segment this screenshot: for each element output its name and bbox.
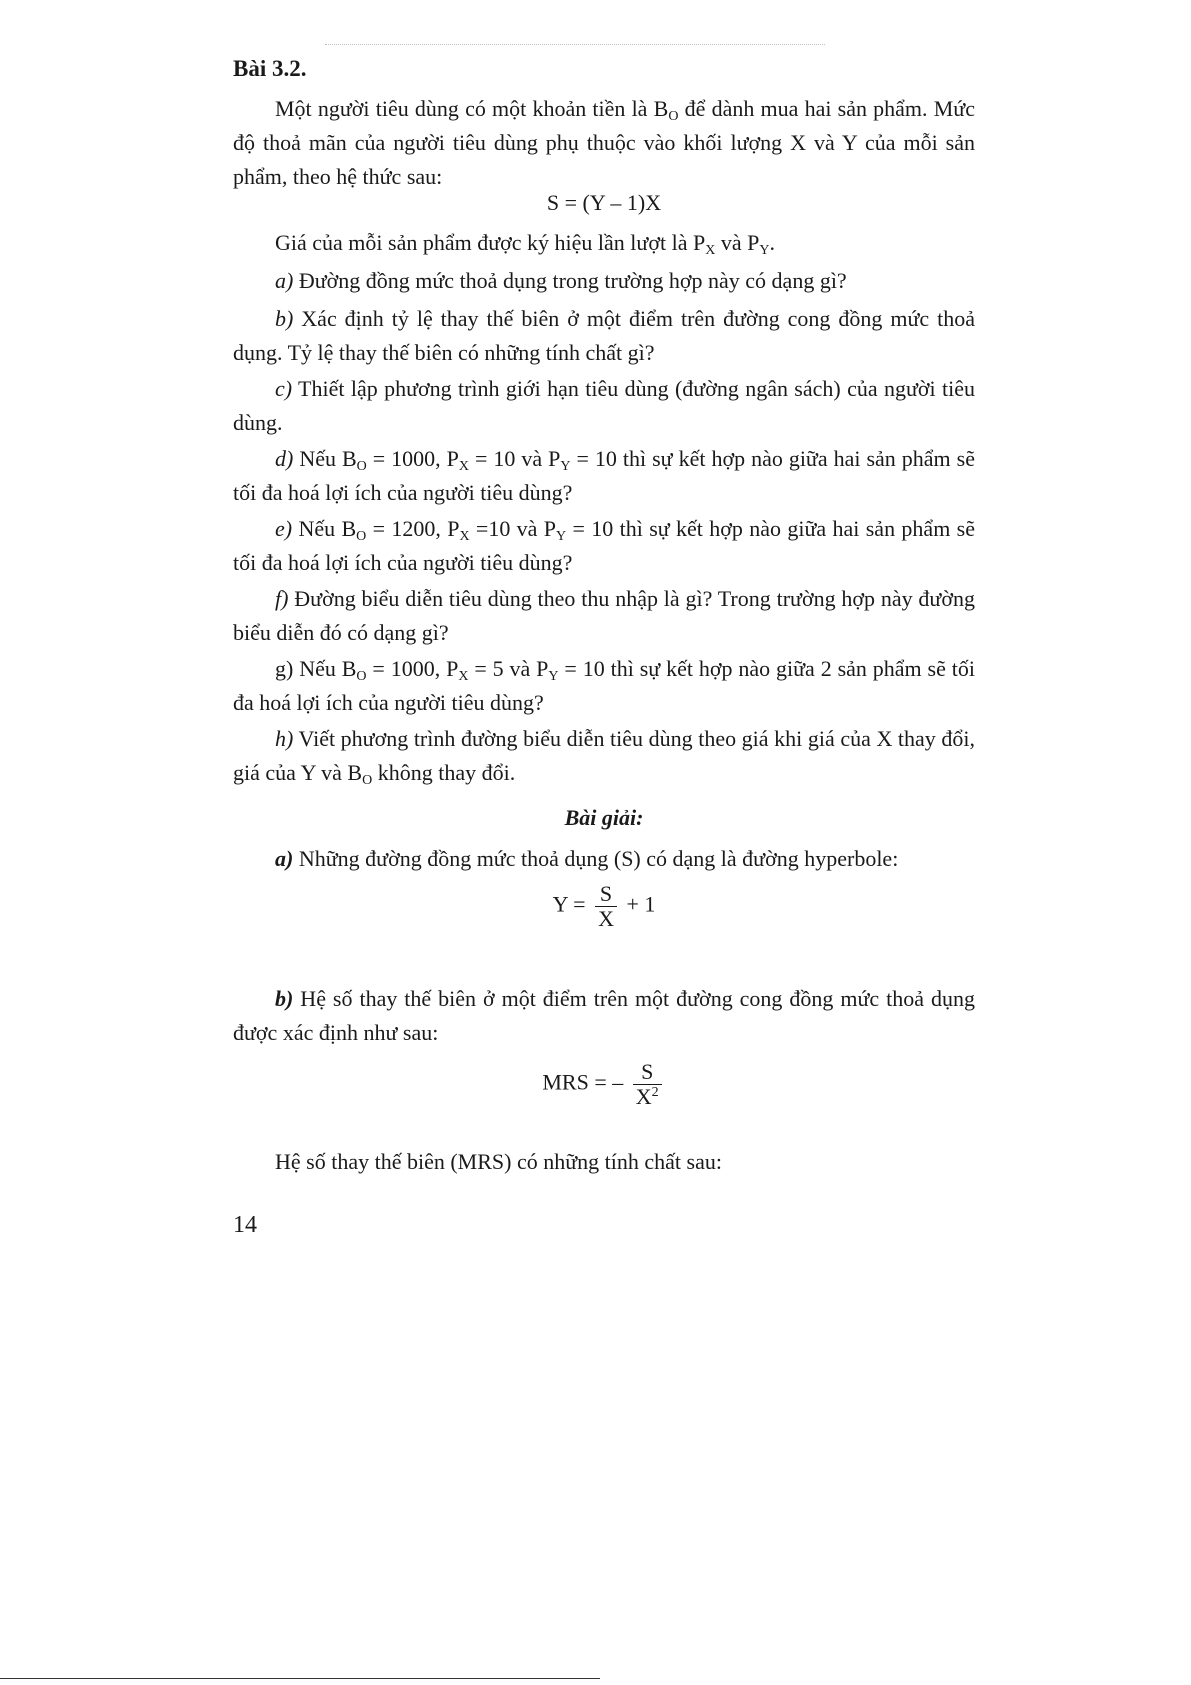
question-b: b) Xác định tỷ lệ thay thế biên ở một điểm trên đường cong đồng mức thoả dụng. Tỷ lệ thay thế biên có những tính chất gì?	[233, 306, 975, 365]
solution-b: b) Hệ số thay thế biên ở một điểm trên một đường cong đồng mức thoả dụng được xác định như sau:	[233, 986, 975, 1045]
page-number: 14	[233, 1212, 257, 1238]
bottom-edge-line	[0, 1678, 600, 1679]
mrs-equation: MRS = – $\frac{S}{X^2}$	[233, 1060, 975, 1109]
exercise-title: Bài 3.2.	[233, 56, 307, 81]
question-d: d) Nếu $B_O = 1000$, $P_X = 10$ và $P_Y = 10$ thì sự kết hợp nào giữa hai sản phẩm sẽ tối đa hoá lợi ích của người tiêu dùng?	[233, 446, 975, 505]
solution-heading: Bài giải:	[564, 805, 644, 830]
intro-paragraph: Một người tiêu dùng có một khoản tiền là $B_O$ để dành mua hai sản phẩm. Mức độ thoả mãn của người tiêu dùng phụ thuộc vào khối lượng X và Y của mỗi sản phẩm, theo hệ thức sau:	[233, 96, 975, 189]
satisfaction-equation: S = (Y – 1)X	[546, 190, 662, 215]
hyperbole-equation: Y = $\frac{S}{X}$ + 1	[552, 881, 656, 931]
question-e: e) Nếu $B_O = 1200$, $P_X =10$ và $P_Y = 10$ thì sự kết hợp nào giữa hai sản phẩm sẽ tối đa hoá lợi ích của người tiêu dùng?	[233, 516, 975, 575]
question-g: g) Nếu $B_O = 1000$, $P_X = 5$ và $P_Y = 10$ thì sự kết hợp nào giữa 2 sản phẩm sẽ tối đa hoá lợi ích của người tiêu dùng?	[233, 656, 975, 715]
question-h: h) Viết phương trình đường biểu diễn tiêu dùng theo giá khi giá của X thay đổi, giá của Y và $B_O$ không thay đổi.	[233, 726, 975, 788]
fraction-s-over-x: $\frac{S}{X}$	[595, 882, 617, 931]
question-c: c) Thiết lập phương trình giới hạn tiêu dùng (đường ngân sách) của người tiêu dùng.	[233, 376, 975, 435]
question-a: a) Đường đồng mức thoả dụng trong trường hợp này có dạng gì?	[275, 268, 847, 293]
fraction-s-over-x-squared: $\frac{S}{X^2}$	[633, 1060, 662, 1109]
solution-a: a) Những đường đồng mức thoả dụng (S) có dạng là đường hyperbole:	[275, 846, 899, 871]
mrs-properties-intro: Hệ số thay thế biên (MRS) có những tính chất sau:	[275, 1149, 722, 1174]
price-notation-paragraph: Giá của mỗi sản phẩm được ký hiệu lần lượt là $P_X$ và $P_Y$.	[275, 230, 775, 258]
scan-artifact	[325, 44, 825, 47]
question-f: f) Đường biểu diễn tiêu dùng theo thu nhập là gì? Trong trường hợp này đường biểu diễn đó có dạng gì?	[233, 586, 975, 645]
